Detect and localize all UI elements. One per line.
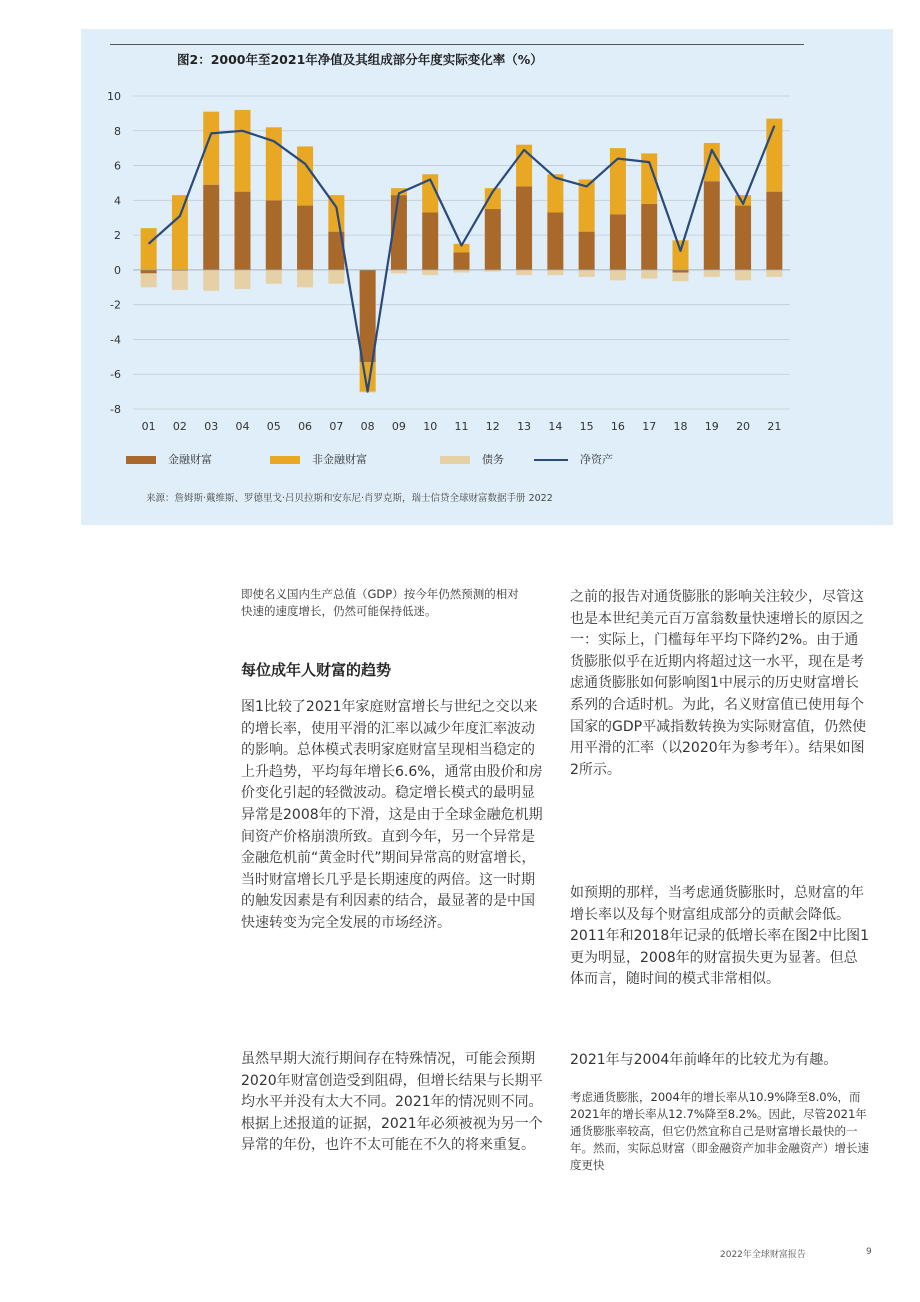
x-tick-label: 07 — [329, 420, 344, 433]
x-tick-label: 14 — [548, 420, 563, 433]
bar-金融财富-06 — [297, 206, 313, 270]
y-tick-label: -8 — [110, 403, 121, 416]
bar-金融财富-01 — [141, 270, 157, 273]
paragraph-5: 2021年与2004年前峰年的比较尤为有趣。 — [570, 1052, 838, 1068]
bar-债务-16 — [610, 270, 626, 280]
bar-债务-05 — [266, 270, 282, 284]
section-heading: 每位成年人财富的趋势 — [241, 661, 392, 679]
legend-item-net-worth — [534, 451, 613, 467]
x-tick-label: 19 — [704, 420, 719, 433]
bar-金融财富-19 — [704, 181, 720, 270]
y-tick-label: 10 — [107, 90, 121, 103]
bar-金融财富-04 — [235, 192, 251, 270]
bar-金融财富-21 — [766, 192, 782, 270]
paragraph-1: 图1比较了2021年家庭财富增长与世纪之交以来的增长率，使用平滑的汇率以减少年度汇率波动的影响。总体模式表明家庭财富呈现相当稳定的上升趋势，平均每年增长6.6%，通常由股价和房价变化引起的轻微波动。稳定增长模式的最明显异常是2008年的下滑，这是由于全球金融危机期间资产价格崩溃所致。直到今年，另一个异常是金融危机前“黄金时代”期间异常高的财富增长，当时财富增长几乎是长期速度的两倍。这一时期的触发因素是有利因素的结合，最显著的是中国快速转变为完全发展的市场经济。 — [241, 699, 543, 931]
bar-非金融财富-02 — [172, 195, 188, 270]
bar-债务-20 — [735, 270, 751, 280]
legend-swatch-debt — [440, 456, 470, 464]
y-tick-label: 4 — [114, 194, 121, 208]
bar-债务-15 — [579, 270, 595, 277]
y-tick-label: 6 — [114, 159, 121, 173]
bar-金融财富-10 — [422, 213, 438, 270]
y-tick-label: 8 — [114, 124, 121, 138]
bar-债务-06 — [297, 270, 313, 287]
bar-金融财富-16 — [610, 214, 626, 270]
x-tick-label: 17 — [642, 420, 657, 433]
bar-债务-01 — [141, 273, 157, 287]
bar-债务-13 — [516, 270, 532, 275]
bar-金融财富-15 — [579, 232, 595, 270]
bar-债务-17 — [641, 270, 657, 279]
bar-债务-03 — [203, 270, 219, 291]
legend-item-financial — [126, 451, 212, 467]
bar-债务-02 — [172, 271, 188, 290]
bar-金融财富-03 — [203, 185, 219, 270]
y-tick-label: 2 — [114, 229, 121, 243]
bar-债务-18 — [673, 272, 689, 281]
bar-金融财富-08 — [360, 270, 376, 362]
x-tick-label: 12 — [485, 420, 500, 433]
bar-金融财富-13 — [516, 186, 532, 269]
bar-债务-21 — [766, 270, 782, 277]
bar-非金融财富-01 — [141, 228, 157, 270]
bar-非金融财富-18 — [673, 240, 689, 270]
bar-债务-14 — [547, 270, 563, 275]
x-tick-label: 01 — [141, 420, 156, 433]
bar-金融财富-14 — [547, 213, 563, 270]
paragraph-4: 如预期的那样，当考虑通货膨胀时，总财富的年增长率以及每个财富组成部分的贡献会降低。2011年和2018年记录的低增长率在图2中比图1更为明显，2008年的财富损失更为显著。但总体而言，随时间的模式非常相似。 — [570, 885, 870, 988]
legend-swatch-nonfinancial — [270, 456, 300, 464]
x-tick-label: 18 — [673, 420, 688, 433]
legend-label-debt: 债务 — [482, 453, 504, 466]
bar-非金融财富-21 — [766, 119, 782, 192]
x-tick-label: 06 — [298, 420, 313, 433]
x-tick-label: 13 — [517, 420, 532, 433]
bar-非金融财富-06 — [297, 146, 313, 205]
x-tick-label: 05 — [266, 420, 281, 433]
chart-title: 图2：2000年至2021年净值及其组成部分年度实际变化率（%） — [177, 52, 543, 67]
y-tick-label: 0 — [114, 263, 121, 277]
footer-page-number: 9 — [866, 1247, 872, 1257]
bar-金融财富-11 — [454, 253, 470, 270]
x-tick-label: 11 — [454, 420, 469, 433]
bar-金融财富-12 — [485, 209, 501, 270]
paragraph-6: 考虑通货膨胀，2004年的增长率从10.9%降至8.0%，而2021年的增长率从12.7%降至8.2%。因此，尽管2021年通货膨胀率较高，但它仍然宜称自己是财富增长最快的一年。然而，实际总财富（即金融资产加非金融资产）增长速度更快 — [570, 1090, 869, 1172]
y-tick-label: -6 — [110, 368, 121, 382]
legend-line-net-worth — [534, 459, 568, 461]
x-tick-label: 21 — [767, 420, 782, 433]
bar-非金融财富-04 — [235, 110, 251, 192]
x-tick-label: 08 — [360, 420, 375, 433]
bar-债务-10 — [422, 270, 438, 275]
paragraph-top-left: 即使名义国内生产总值（GDP）按今年仍然预测的相对快速的速度增长，仍然可能保持低迷。 — [241, 587, 519, 618]
paragraph-2: 虽然早期大流行期间存在特殊情况，可能会预期2020年财富创造受到阻碍，但增长结果与长期平均水平并没有太大不同。2021年的情况则不同。根据上述报道的证据，2021年必须被视为另一个异常的年份，也许不太可能在不久的将来重复。 — [241, 1051, 543, 1154]
x-tick-label: 02 — [172, 420, 187, 433]
x-tick-label: 20 — [736, 420, 751, 433]
bar-金融财富-05 — [266, 200, 282, 270]
legend-label-net-worth: 净资产 — [580, 453, 613, 466]
bar-债务-07 — [328, 270, 344, 284]
y-tick-label: -4 — [110, 333, 121, 347]
bar-债务-04 — [235, 270, 251, 289]
legend-label-nonfinancial: 非金融财富 — [312, 453, 367, 466]
legend-swatch-financial — [126, 456, 156, 464]
bar-金融财富-20 — [735, 206, 751, 270]
bar-金融财富-17 — [641, 204, 657, 270]
legend-item-nonfinancial — [270, 451, 367, 467]
x-tick-label: 10 — [423, 420, 438, 433]
y-tick-label: -2 — [110, 298, 121, 312]
bar-债务-19 — [704, 270, 720, 277]
legend-item-debt — [440, 451, 504, 467]
paragraph-3: 之前的报告对通货膨胀的影响关注较少，尽管这也是本世纪美元百万富翁数量快速增长的原因之一：实际上，门槛每年平均下降约2%。由于通货膨胀似乎在近期内将超过这一水平，现在是考虑通货膨胀如何影响图1中展示的历史财富增长系列的合适时机。为此，名义财富值已使用每个国家的GDP平减指数转换为实际财富值，仍然使用平滑的汇率（以2020年为参考年）。结果如图2所示。 — [570, 589, 867, 778]
legend-label-financial: 金融财富 — [168, 453, 212, 466]
footer-report-title: 2022年全球财富报告 — [720, 1250, 806, 1260]
figure-source: 来源：詹姆斯·戴维斯、罗德里戈·吕贝拉斯和安东尼·肖罗克斯，瑞士信贷全球财富数据手册 2022 — [146, 493, 553, 504]
bar-债务-09 — [391, 270, 407, 273]
x-tick-label: 16 — [610, 420, 625, 433]
bar-非金融财富-19 — [704, 143, 720, 181]
x-tick-label: 03 — [204, 420, 219, 433]
x-tick-label: 04 — [235, 420, 250, 433]
x-tick-label: 15 — [579, 420, 594, 433]
x-tick-label: 09 — [391, 420, 406, 433]
